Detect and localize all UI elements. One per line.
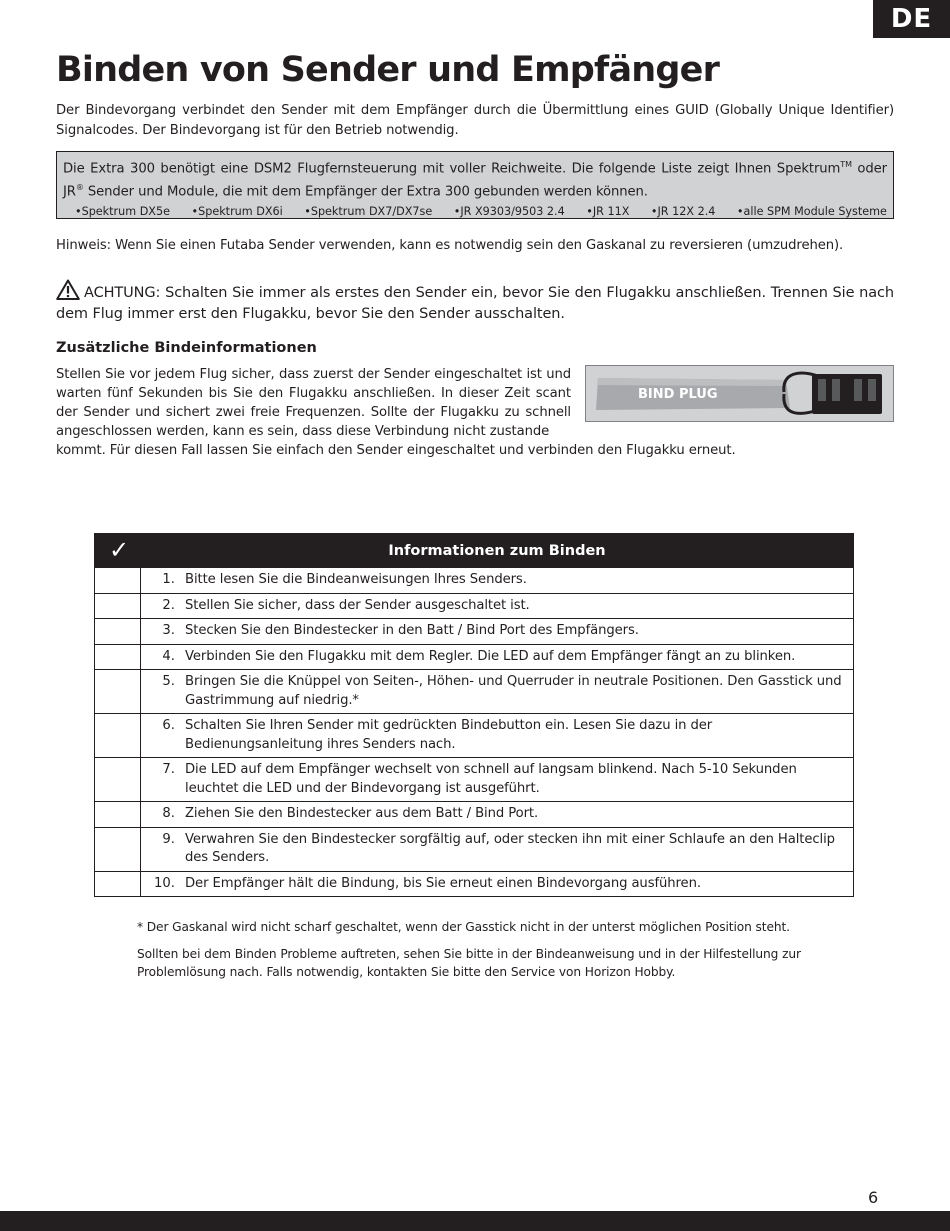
bind-plug-image	[585, 365, 894, 422]
checkbox-cell	[95, 645, 141, 670]
binding-steps-table	[94, 533, 854, 897]
step-text: Ziehen Sie den Bindestecker aus dem Batt / Bind Port.	[185, 806, 539, 821]
table-row	[95, 801, 853, 827]
bind-info-full-text: kommt. Für diesen Fall lassen Sie einfach den Sender eingeschaltet und verbinden den Flugakku erneut.	[56, 443, 736, 458]
transmitter-list	[63, 202, 887, 218]
intro-paragraph: Der Bindevorgang verbindet den Sender mit dem Empfänger durch die Übermittlung eines GUID (Globally Unique Identifier) Signalcodes. Der Bindevorgang ist für den Betrieb notwendig.	[56, 103, 894, 138]
checkbox-cell	[95, 802, 141, 827]
step-text: Schalten Sie Ihren Sender mit gedrückten Bindebutton ein. Lesen Sie dazu in der Bedienungsanleitung ihres Senders nach.	[185, 718, 713, 752]
footer-bar	[0, 1211, 950, 1231]
transmitter-item: •JR 12X 2.4	[650, 204, 716, 218]
warning-triangle-icon	[56, 279, 80, 300]
warning-paragraph: ACHTUNG: Schalten Sie immer als erstes den Sender ein, bevor Sie den Flugakku anschließen. Trennen Sie nach dem Flug immer erst den Flugakku, bevor Sie den Sender ausschalten.	[56, 279, 894, 325]
bind-info-column-text: Stellen Sie vor jedem Flug sicher, dass zuerst der Sender eingeschaltet ist und warten fünf Sekunden bis Sie den Flugakku anschließen. In dieser Zeit scant der Sender und sichert zwei freie Frequenzen. Sollte der Flugakku zu schnell angeschlossen werden, kann es sein, dass diese Verbindung nicht zustande	[56, 367, 571, 439]
step-number: 8.	[162, 806, 175, 821]
table-row	[95, 618, 853, 644]
transmitter-item: •alle SPM Module Systeme	[736, 204, 887, 218]
step-text: Die LED auf dem Empfänger wechselt von schnell auf langsam blinkend. Nach 5-10 Sekunden leuchtet die LED und der Bindevorgang ist ausgeführt.	[185, 762, 797, 796]
table-header	[95, 534, 853, 567]
step-number: 2.	[162, 597, 175, 613]
table-row	[95, 757, 853, 801]
step-text: Stellen Sie sicher, dass der Sender ausgeschaltet ist.	[185, 597, 530, 613]
step-text: Verwahren Sie den Bindestecker sorgfältig auf, oder stecken ihn mit einer Schlaufe an den Halteclip des Senders.	[185, 831, 835, 865]
step-text: Stecken Sie den Bindestecker in den Batt / Bind Port des Empfängers.	[185, 623, 639, 638]
transmitter-item: •JR X9303/9503 2.4	[453, 204, 565, 218]
compatible-transmitters-box	[56, 151, 894, 219]
step-number: 9.	[162, 831, 175, 847]
checkbox-cell	[95, 594, 141, 619]
checkbox-cell	[95, 670, 141, 713]
transmitter-item: •Spektrum DX5e	[75, 204, 170, 218]
table-title: Informationen zum Binden	[388, 542, 606, 559]
step-text: Verbinden Sie den Flugakku mit dem Regler. Die LED auf dem Empfänger fängt an zu blinken.	[185, 648, 796, 664]
checkbox-cell	[95, 568, 141, 593]
table-row	[95, 713, 853, 757]
checkmark-icon: ✓	[109, 536, 130, 564]
step-text: Bitte lesen Sie die Bindeanweisungen Ihres Senders.	[185, 572, 527, 587]
table-row	[95, 827, 853, 871]
step-number: 3.	[162, 623, 175, 638]
troubleshooting-note: Sollten bei dem Binden Probleme auftreten, sehen Sie bitte in der Bindeanweisung und in der Hilfestellung zur Problemlösung nach. Falls notwendig, kontakten Sie bitte den Service von Horizon Hobby.	[137, 947, 801, 979]
trademark-mark: TM	[840, 160, 852, 169]
transmitter-item: •Spektrum DX7/DX7se	[304, 204, 433, 218]
table-row	[95, 669, 853, 713]
table-row	[95, 593, 853, 619]
transmitter-item: •JR 11X	[586, 204, 630, 218]
table-row	[95, 567, 853, 593]
footnote: * Der Gaskanal wird nicht scharf geschaltet, wenn der Gasstick nicht in der unterst möglichen Position steht.	[137, 920, 790, 934]
registered-mark: ®	[75, 183, 84, 193]
step-number: 7.	[162, 762, 175, 777]
step-number: 4.	[162, 648, 175, 664]
transmitter-item: •Spektrum DX6i	[191, 204, 283, 218]
checkbox-cell	[95, 828, 141, 871]
page-title: Binden von Sender und Empfänger	[56, 50, 720, 90]
checkbox-cell	[95, 872, 141, 897]
step-number: 1.	[162, 572, 175, 587]
plug-label: BIND PLUG	[638, 387, 718, 402]
bind-plug-illustration	[586, 366, 893, 421]
step-number: 5.	[162, 674, 175, 689]
futaba-hint: Hinweis: Wenn Sie einen Futaba Sender verwenden, kann es notwendig sein den Gaskanal zu reversieren (umzudrehen).	[56, 238, 844, 253]
checkbox-cell	[95, 714, 141, 757]
step-text: Bringen Sie die Knüppel von Seiten-, Höhen- und Querruder in neutrale Positionen. Den Gasstick und Gastrimmung auf niedrig.*	[185, 674, 842, 708]
checkbox-cell	[95, 758, 141, 801]
step-number: 6.	[162, 718, 175, 733]
table-row	[95, 644, 853, 670]
table-row	[95, 871, 853, 897]
step-number: 10.	[154, 875, 175, 891]
step-text: Der Empfänger hält die Bindung, bis Sie erneut einen Bindevorgang ausführen.	[185, 875, 701, 891]
language-tab: DE	[873, 0, 950, 38]
section-heading: Zusätzliche Bindeinformationen	[56, 340, 317, 356]
checkbox-cell	[95, 619, 141, 644]
notice-text: Die Extra 300 benötigt eine DSM2 Flugfernsteuerung mit voller Reichweite. Die folgende Liste zeigt Ihnen Spektrum™ oder JR® Sender und Module, die mit dem Empfänger der Extra 300 gebunden werden können.	[63, 160, 888, 200]
page-number: 6	[868, 1188, 879, 1207]
